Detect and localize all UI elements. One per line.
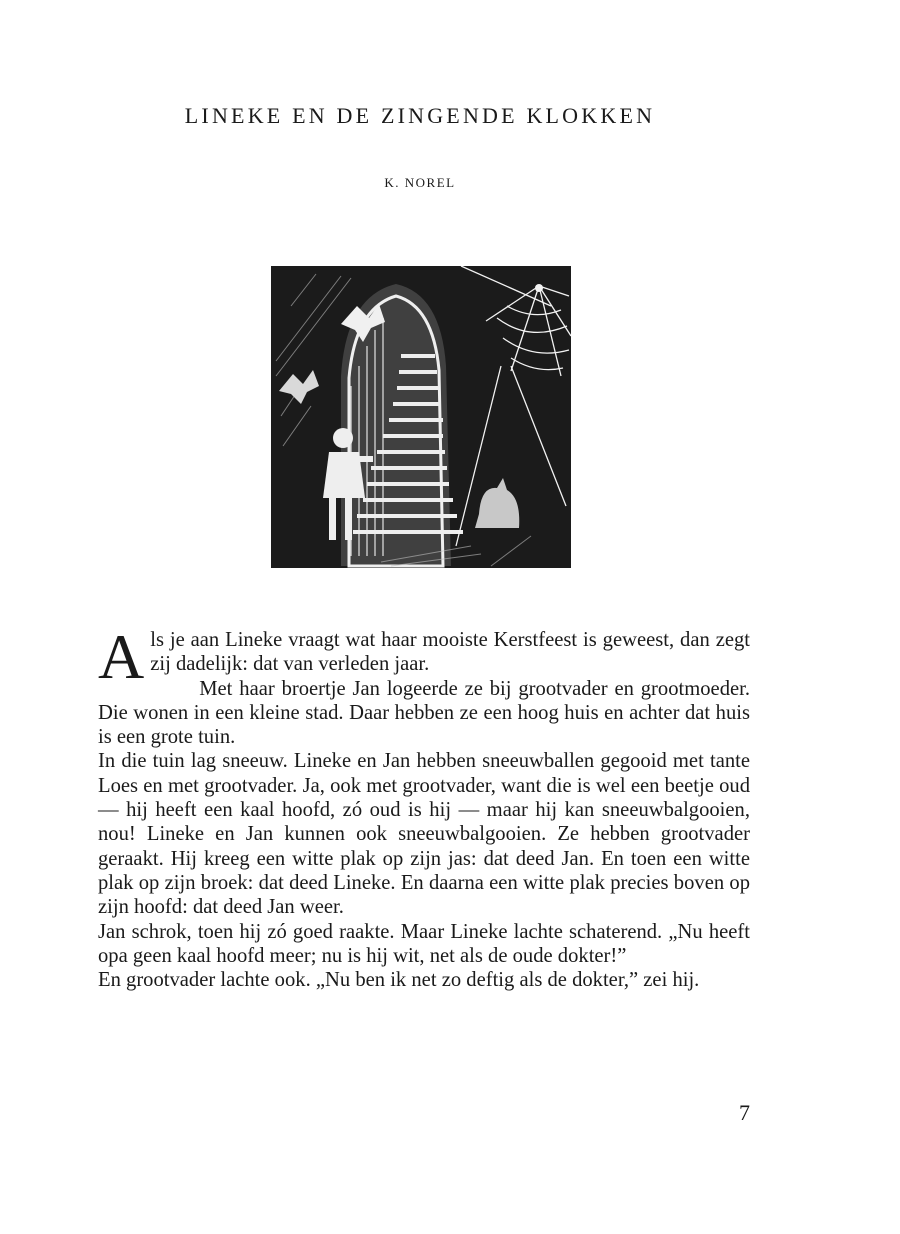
story-title: LINEKE EN DE ZINGENDE KLOKKEN: [184, 103, 656, 128]
author-name: K. NOREL: [384, 175, 456, 190]
woodcut-staircase-illustration: [271, 266, 571, 568]
story-paragraph: In die tuin lag sneeuw. Lineke en Jan hebben sneeuwballen gegooid met tante Loes en met grootvader. Ja, ook met grootvader, want die is wel een beetje oud — hij heeft een kaal hoofd, zó oud is hij — maar hij kan sneeuwbalgooien, nou! Lineke en Jan kunnen ook sneeuwbalgooien. Ze hebben grootvader geraakt. Hij kreeg een witte plak op zijn jas: dat deed Jan. En toen een witte plak op zijn broek: dat deed Lineke. En daarna een witte plak precies boven op zijn hoofd: dat deed Jan weer.: [98, 750, 750, 919]
illustration-drawing: [271, 266, 571, 568]
story-text: [98, 621, 750, 992]
drop-cap: A: [98, 621, 145, 692]
story-paragraph: Met haar broertje Jan logeerde ze bij grootvader en grootmoeder. Die wonen in een kleine stad. Daar hebben ze een hoog huis en achter dat huis is een grote tuin.: [98, 677, 750, 749]
story-paragraph: [98, 621, 750, 692]
paragraph-text: ls je aan Lineke vraagt wat haar mooiste Kerstfeest is geweest, dan zegt zij dadelijk: dat van verleden jaar.: [150, 629, 750, 676]
story-paragraph: Jan schrok, toen hij zó goed raakte. Maar Lineke lachte schaterend. „Nu heeft opa geen kaal hoofd meer; nu is hij wit, net als de oude dokter!”: [98, 920, 750, 967]
story-paragraph: En grootvader lachte ook. „Nu ben ik net zo deftig als de dokter,” zei hij.: [98, 969, 700, 992]
page-number: 7: [739, 1100, 750, 1125]
